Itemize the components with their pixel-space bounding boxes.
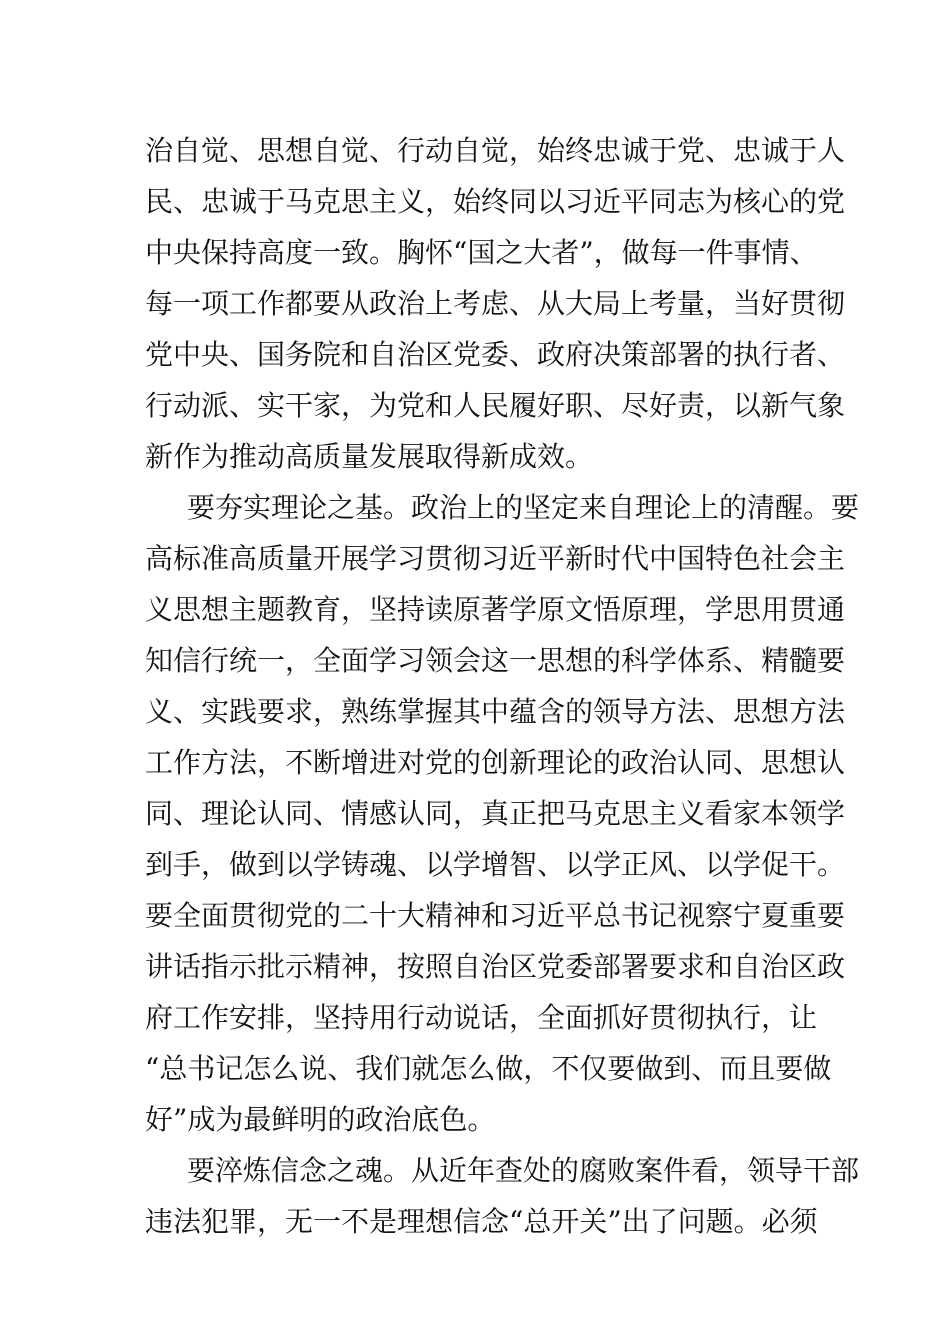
- text-line: 治自觉、思想自觉、行动自觉，始终忠诚于党、忠诚于人: [145, 134, 846, 167]
- text-line: “总书记怎么说、我们就怎么做，不仅要做到、而且要做: [145, 1052, 832, 1085]
- text-line: 讲话指示批示精神，按照自治区党委部署要求和自治区政: [145, 950, 846, 983]
- text-line: 义、实践要求，熟练掌握其中蕴含的领导方法、思想方法: [145, 695, 846, 728]
- paragraph-first-line: 要淬炼信念之魂。从近年查处的腐败案件看，领导干部: [187, 1154, 860, 1187]
- text-line: 同、理论认同、情感认同，真正把马克思主义看家本领学: [145, 797, 846, 830]
- text-line: 民、忠诚于马克思主义，始终同以习近平同志为核心的党: [145, 185, 846, 218]
- text-line: 要全面贯彻党的二十大精神和习近平总书记视察宁夏重要: [145, 899, 846, 932]
- text-line: 义思想主题教育，坚持读原著学原文悟原理，学思用贯通: [145, 593, 846, 626]
- paragraph-first-line: 要夯实理论之基。政治上的坚定来自理论上的清醒。要: [187, 491, 860, 524]
- text-line: 府工作安排，坚持用行动说话，全面抓好贯彻执行，让: [145, 1001, 818, 1034]
- text-line: 知信行统一，全面学习领会这一思想的科学体系、精髓要: [145, 644, 846, 677]
- text-line: 每一项工作都要从政治上考虑、从大局上考量，当好贯彻: [145, 287, 846, 320]
- text-line: 新作为推动高质量发展取得新成效。: [145, 440, 594, 473]
- text-line: 违法犯罪，无一不是理想信念“总开关”出了问题。必须: [145, 1205, 818, 1238]
- text-line: 中央保持高度一致。胸怀“国之大者”，做每一件事情、: [145, 236, 818, 269]
- text-line: 高标准高质量开展学习贯彻习近平新时代中国特色社会主: [145, 542, 846, 575]
- text-line: 工作方法，不断增进对党的创新理论的政治认同、思想认: [145, 746, 846, 779]
- text-line: 党中央、国务院和自治区党委、政府决策部署的执行者、: [145, 338, 846, 371]
- text-line: 好”成为最鲜明的政治底色。: [145, 1103, 496, 1136]
- text-line: 到手，做到以学铸魂、以学增智、以学正风、以学促干。: [145, 848, 846, 881]
- text-line: 行动派、实干家，为党和人民履好职、尽好责，以新气象: [145, 389, 846, 422]
